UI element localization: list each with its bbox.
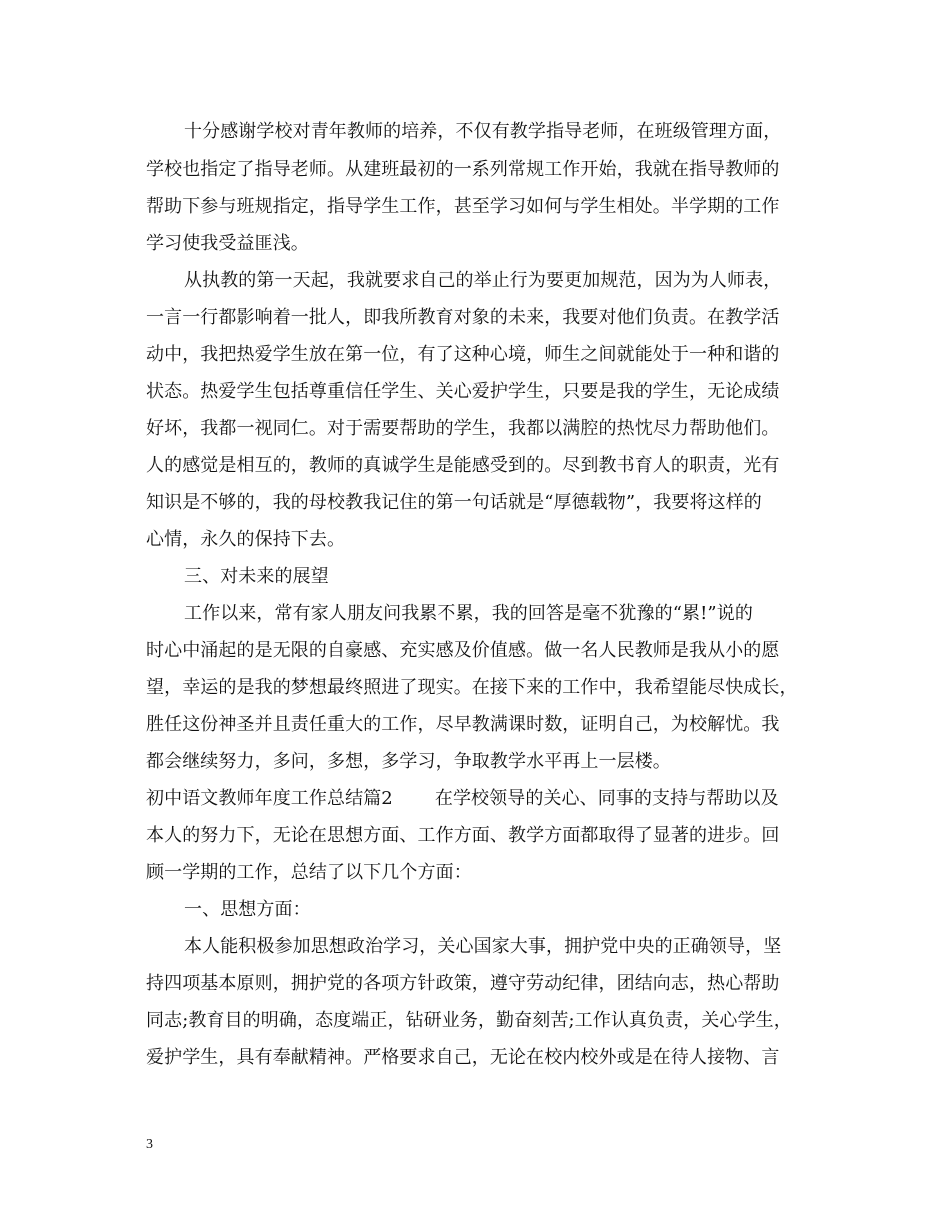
- paragraph-line: 工作以来，常有家人朋友问我累不累，我的回答是毫不犹豫的“累!”说的: [184, 603, 753, 624]
- paragraph-line: 好坏，我都一视同仁。对于需要帮助的学生，我都以满腔的热忱尽力帮助他们。: [146, 418, 780, 439]
- paragraph-line: 同志;教育目的明确，态度端正，钻研业务，勤奋刻苦;工作认真负责，关心学生，: [146, 1010, 792, 1031]
- paragraph-line: 动中，我把热爱学生放在第一位，有了这种心境，师生之间就能处于一种和谐的: [146, 344, 780, 365]
- paragraph-line: 胜任这份神圣并且责任重大的工作，尽早教满课时数，证明自己，为校解忧。我: [146, 714, 780, 735]
- paragraph-line: 人的感觉是相互的，教师的真诚学生是能感受到的。尽到教书育人的职责，光有: [146, 455, 780, 476]
- paragraph-line: 帮助下参与班规指定，指导学生工作，甚至学习如何与学生相处。半学期的工作: [146, 196, 780, 217]
- paragraph-line: 都会继续努力，多问，多想，多学习，争取教学水平再上一层楼。: [146, 751, 671, 772]
- paragraph-line: 心情，永久的保持下去。: [146, 529, 346, 550]
- paragraph-line: 望，幸运的是我的梦想最终照进了现实。在接下来的工作中，我希望能尽快成长，: [146, 677, 798, 698]
- paragraph-line: 知识是不够的，我的母校教我记住的第一句话就是“厚德载物”，我要将这样的: [146, 492, 762, 513]
- paragraph-line: 在学校领导的关心、同事的支持与帮助以及: [434, 788, 779, 809]
- paragraph-line: 顾一学期的工作，总结了以下几个方面：: [146, 862, 472, 883]
- paragraph-line: 学校也指定了指导老师。从建班最初的一系列常规工作开始，我就在指导教师的: [146, 159, 780, 180]
- paragraph-line: 从执教的第一天起，我就要求自己的举止行为要更加规范，因为为人师表，: [184, 270, 782, 291]
- paragraph-line: 爱护学生，具有奉献精神。严格要求自己，无论在校内校外或是在待人接物、言: [146, 1047, 780, 1068]
- paragraph-line: 状态。热爱学生包括尊重信任学生、关心爱护学生，只要是我的学生，无论成绩: [146, 381, 780, 402]
- paragraph-line: 本人的努力下，无论在思想方面、工作方面、教学方面都取得了显著的进步。回: [146, 825, 780, 846]
- paragraph-line: 本人能积极参加思想政治学习，关心国家大事，拥护党中央的正确领导，坚: [184, 936, 782, 957]
- page-number: 3: [146, 1137, 153, 1152]
- document-title: 初中语文教师年度工作总结篇2: [146, 788, 393, 809]
- paragraph-line: 时心中涌起的是无限的自豪感、充实感及价值感。做一名人民教师是我从小的愿: [146, 640, 780, 661]
- paragraph-line: 一言一行都影响着一批人，即我所教育对象的未来，我要对他们负责。在教学活: [146, 307, 780, 328]
- paragraph-line: 学习使我受益匪浅。: [146, 233, 309, 254]
- paragraph-line: 十分感谢学校对青年教师的培养，不仅有教学指导老师，在班级管理方面，: [184, 121, 782, 142]
- section-heading: 三、对未来的展望: [184, 566, 329, 587]
- document-title-line: [146, 787, 779, 811]
- section-heading: 一、思想方面：: [184, 899, 311, 920]
- paragraph-line: 持四项基本原则，拥护党的各项方针政策，遵守劳动纪律，团结向志，热心帮助: [146, 973, 780, 994]
